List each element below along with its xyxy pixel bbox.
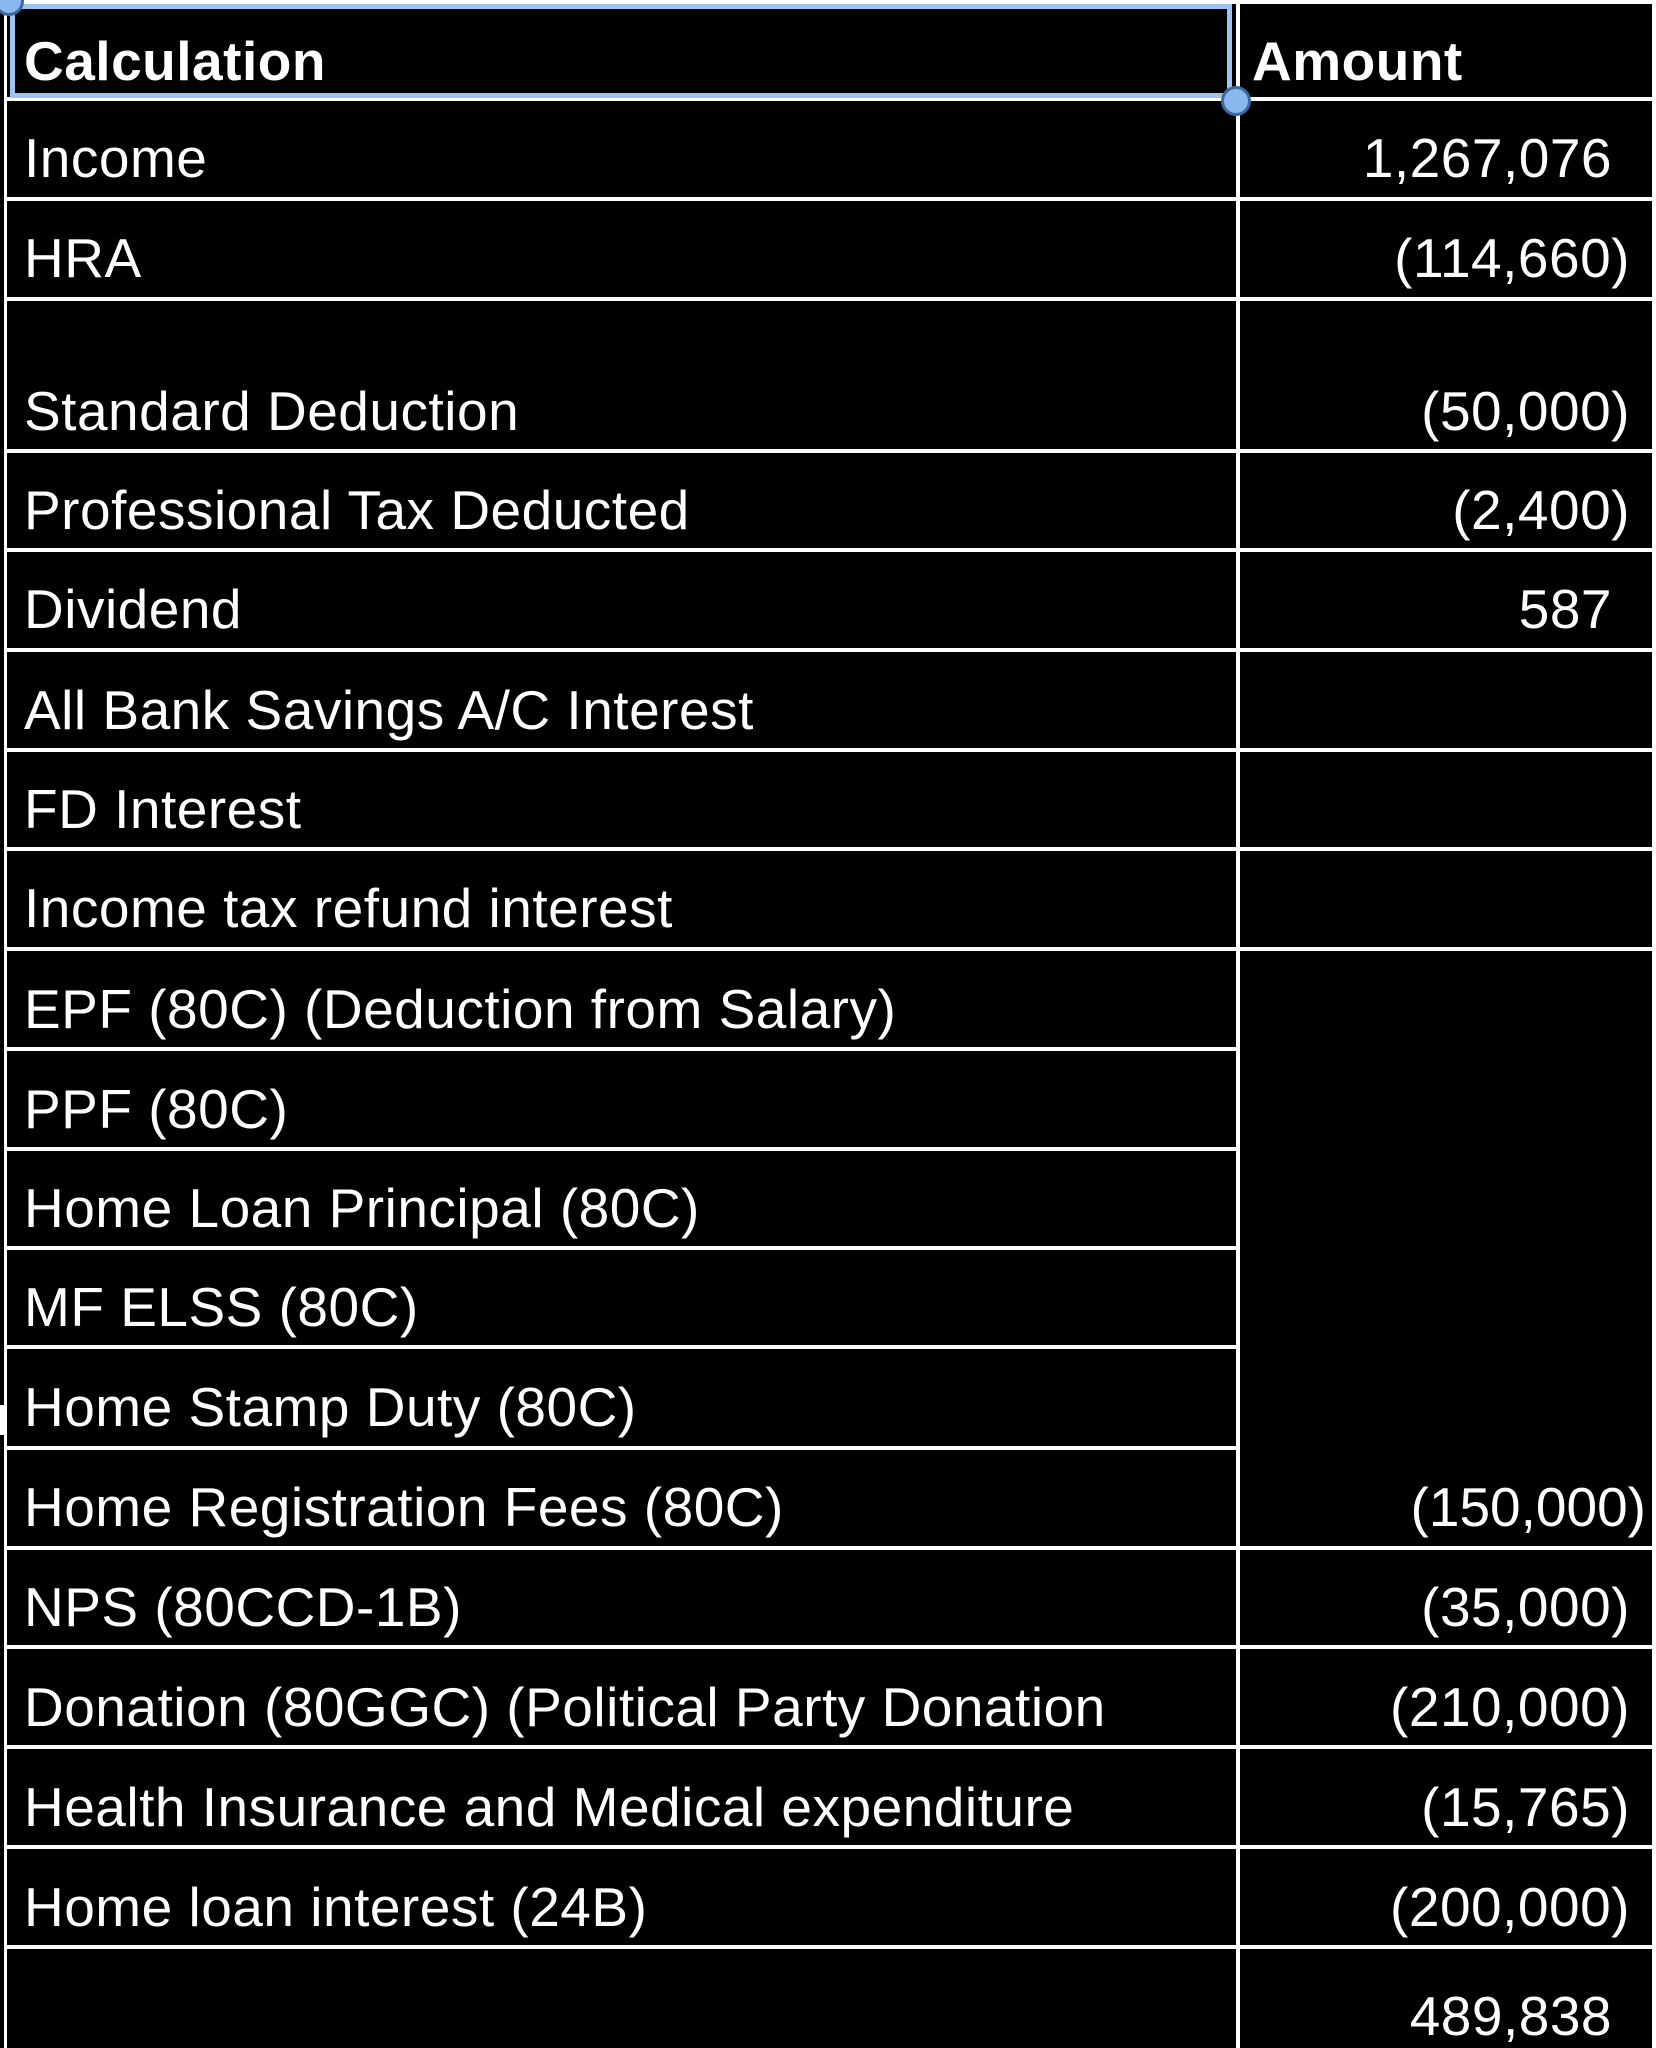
label-cell[interactable]: All Bank Savings A/C Interest <box>24 679 754 741</box>
gridline <box>6 1446 1238 1450</box>
label-cell[interactable]: HRA <box>24 227 142 289</box>
label-cell[interactable]: Health Insurance and Medical expenditure <box>24 1776 1075 1838</box>
table-row <box>6 301 1652 449</box>
amount-cell[interactable]: (200,000) <box>1390 1876 1630 1938</box>
amount-cell[interactable] <box>1238 851 1652 946</box>
total-amount-cell[interactable]: 489,838 <box>1409 1985 1612 2047</box>
label-cell[interactable]: Standard Deduction <box>24 380 520 442</box>
label-cell[interactable]: FD Interest <box>24 778 302 840</box>
selection-handle-bottom-right[interactable] <box>1221 86 1251 116</box>
table-row <box>6 851 1652 946</box>
header-row <box>6 4 1652 99</box>
amount-cell[interactable] <box>1238 752 1652 847</box>
column-divider <box>1236 4 1240 2048</box>
header-cell-calculation[interactable]: Calculation <box>24 30 326 92</box>
label-cell[interactable]: PPF (80C) <box>24 1078 289 1140</box>
table-row <box>6 101 1652 196</box>
gridline <box>6 1147 1238 1151</box>
amount-cell[interactable]: 1,267,076 <box>1362 127 1612 189</box>
total-row <box>6 1949 1652 2048</box>
label-cell[interactable]: Home Stamp Duty (80C) <box>24 1376 637 1438</box>
amount-cell[interactable]: (2,400) <box>1452 479 1630 541</box>
label-cell[interactable]: Dividend <box>24 578 243 640</box>
label-cell[interactable]: NPS (80CCD-1B) <box>24 1576 462 1638</box>
gridline <box>6 1745 1652 1749</box>
amount-cell[interactable]: (15,765) <box>1421 1776 1630 1838</box>
table-row <box>6 1849 1652 1945</box>
right-margin <box>1652 0 1656 2048</box>
clipped-adjacent-glyph <box>0 1405 4 1435</box>
gridline <box>6 648 1652 652</box>
gridline <box>6 1246 1238 1250</box>
merged-80c-amount-cell[interactable]: (150,000) <box>1410 1476 1646 1538</box>
gridline <box>6 1645 1652 1649</box>
label-cell[interactable]: Income <box>24 127 208 189</box>
gridline <box>6 449 1652 453</box>
label-cell[interactable]: EPF (80C) (Deduction from Salary) <box>24 978 897 1040</box>
label-cell[interactable]: Professional Tax Deducted <box>24 479 690 541</box>
label-cell[interactable]: Income tax refund interest <box>24 877 673 939</box>
gridline <box>6 97 1652 101</box>
gridline <box>6 947 1652 951</box>
amount-cell[interactable]: (35,000) <box>1421 1576 1630 1638</box>
amount-cell[interactable]: 587 <box>1518 578 1612 640</box>
gridline <box>6 1546 1652 1550</box>
table-row <box>6 453 1652 548</box>
label-cell[interactable]: Home loan interest (24B) <box>24 1876 648 1938</box>
amount-cell[interactable] <box>1238 652 1652 748</box>
label-cell[interactable]: Home Registration Fees (80C) <box>24 1476 784 1538</box>
table-row <box>6 1649 1652 1745</box>
table-row <box>6 201 1652 296</box>
table-row <box>6 1550 1652 1645</box>
gridline <box>6 1945 1652 1949</box>
table-row <box>6 752 1652 847</box>
label-cell[interactable]: MF ELSS (80C) <box>24 1276 419 1338</box>
gridline <box>6 1345 1238 1349</box>
gridline <box>6 847 1652 851</box>
gridline <box>6 748 1652 752</box>
gridline <box>6 1845 1652 1849</box>
gridline <box>6 197 1652 201</box>
table-row <box>6 552 1652 647</box>
gridline <box>6 297 1652 301</box>
label-cell[interactable]: Home Loan Principal (80C) <box>24 1177 700 1239</box>
table-row <box>6 652 1652 748</box>
gridline <box>6 548 1652 552</box>
table-row <box>6 1750 1652 1845</box>
amount-cell[interactable]: (210,000) <box>1390 1676 1630 1738</box>
label-cell[interactable] <box>6 1949 1236 2048</box>
label-cell[interactable]: Donation (80GGC) (Political Party Donation <box>24 1676 1106 1738</box>
amount-cell[interactable]: (114,660) <box>1394 227 1630 289</box>
header-cell-amount[interactable]: Amount <box>1252 30 1463 92</box>
amount-cell[interactable]: (50,000) <box>1421 380 1630 442</box>
gridline <box>6 1047 1238 1051</box>
